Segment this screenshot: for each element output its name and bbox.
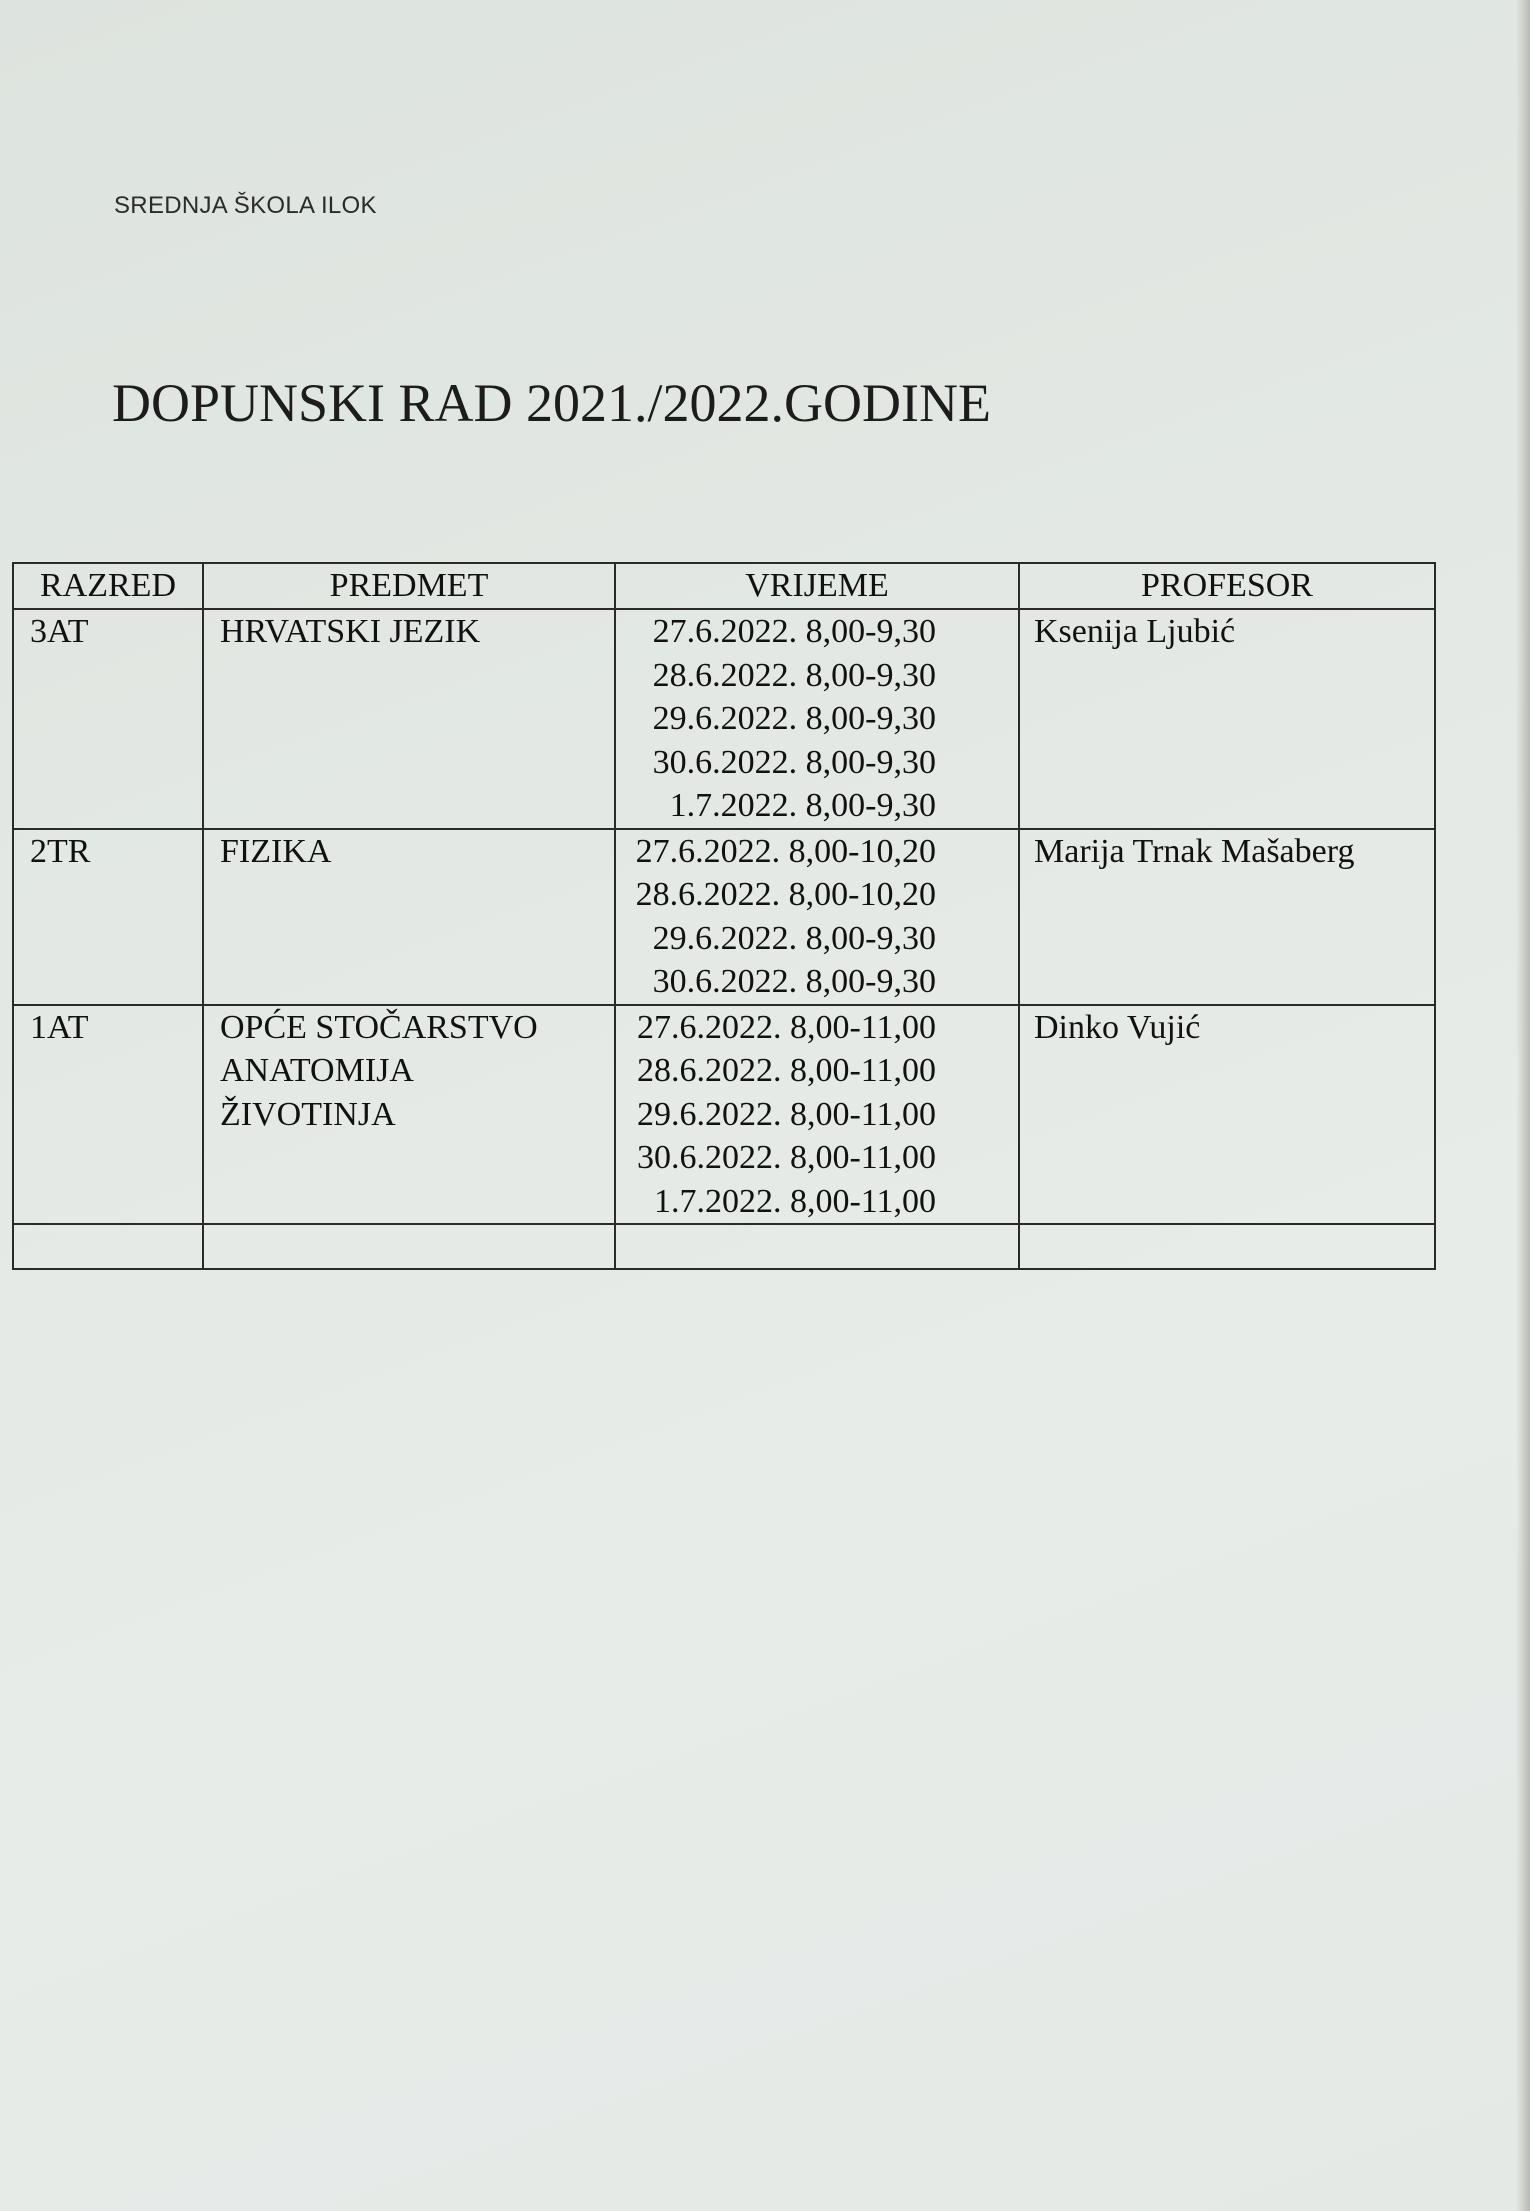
- column-header-profesor: PROFESOR: [1019, 563, 1435, 609]
- professor-name: Marija Trnak Mašaberg: [1034, 832, 1355, 870]
- subject-line: ŽIVOTINJA: [220, 1095, 396, 1133]
- razred-cell: 1AT: [13, 1005, 203, 1225]
- column-header-predmet: PREDMET: [203, 563, 615, 609]
- professor-name: Ksenija Ljubić: [1034, 613, 1236, 650]
- table-row: [13, 609, 1435, 829]
- time-line: 28.6.2022. 8,00-10,20: [635, 876, 936, 913]
- school-name: SREDNJA ŠKOLA ILOK: [114, 192, 377, 219]
- column-header-vrijeme: VRIJEME: [615, 563, 1019, 609]
- page-edge-shadow: [1516, 0, 1530, 2211]
- time-line: 1.7.2022. 8,00-11,00: [653, 1182, 936, 1220]
- subject-line: OPĆE STOČARSTVO: [220, 1008, 538, 1046]
- subject-line: FIZIKA: [220, 832, 332, 870]
- time-line: 28.6.2022. 8,00-11,00: [636, 1052, 936, 1089]
- table-row: [13, 829, 1435, 1005]
- table-header-row: [13, 563, 1435, 609]
- subject-line: HRVATSKI JEZIK: [220, 613, 481, 650]
- predmet-cell: [203, 1005, 615, 1225]
- time-line: 1.7.2022. 8,00-9,30: [669, 787, 936, 824]
- document-title: DOPUNSKI RAD 2021./2022.GODINE: [112, 373, 992, 433]
- column-header-razred: RAZRED: [13, 563, 203, 609]
- time-line: 27.6.2022. 8,00-11,00: [636, 1008, 936, 1046]
- time-line: 27.6.2022. 8,00-9,30: [652, 613, 936, 650]
- time-line: 27.6.2022. 8,00-10,20: [635, 832, 936, 870]
- profesor-cell: [1019, 829, 1435, 1005]
- table-row: [13, 1005, 1435, 1225]
- schedule-table: [12, 562, 1436, 1270]
- professor-name: Dinko Vujić: [1034, 1008, 1201, 1046]
- vrijeme-cell: [615, 609, 1019, 829]
- predmet-cell: [203, 829, 615, 1005]
- empty-table-row: [13, 1224, 1435, 1269]
- empty-cell: [13, 1224, 203, 1269]
- razred-cell: 2TR: [13, 829, 203, 1005]
- time-line: 30.6.2022. 8,00-9,30: [652, 743, 936, 781]
- vrijeme-cell: [615, 1005, 1019, 1225]
- time-line: 29.6.2022. 8,00-9,30: [652, 700, 936, 737]
- time-line: 30.6.2022. 8,00-11,00: [636, 1139, 936, 1176]
- predmet-cell: [203, 609, 615, 829]
- subject-line: ANATOMIJA: [220, 1052, 414, 1089]
- time-line: 30.6.2022. 8,00-9,30: [652, 963, 936, 1000]
- empty-cell: [1019, 1224, 1435, 1269]
- profesor-cell: [1019, 609, 1435, 829]
- vrijeme-cell: [615, 829, 1019, 1005]
- time-line: 28.6.2022. 8,00-9,30: [652, 656, 936, 694]
- time-line: 29.6.2022. 8,00-11,00: [636, 1095, 936, 1133]
- empty-cell: [615, 1224, 1019, 1269]
- razred-cell: 3AT: [13, 609, 203, 829]
- profesor-cell: [1019, 1005, 1435, 1225]
- time-line: 29.6.2022. 8,00-9,30: [652, 919, 936, 957]
- empty-cell: [203, 1224, 615, 1269]
